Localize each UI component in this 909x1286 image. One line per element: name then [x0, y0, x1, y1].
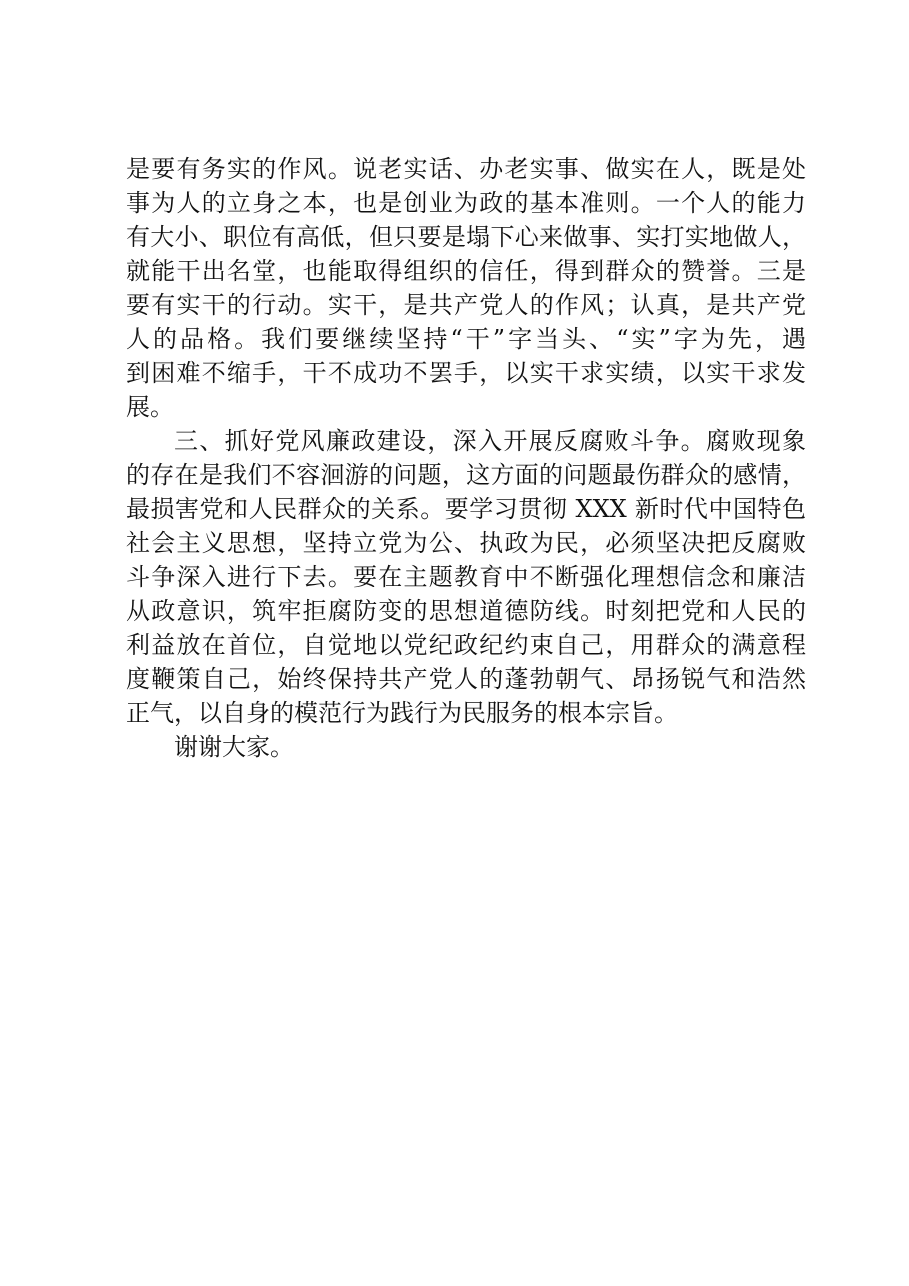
paragraph-line: 利益放在首位，自觉地以党纪政纪约束自己，用群众的满意程 [126, 631, 806, 659]
paragraph-line: 最损害党和人民群众的关系。要学习贯彻 XXX 新时代中国特色 [126, 495, 806, 523]
paragraph-2 [126, 424, 806, 730]
paragraph-1 [126, 152, 806, 424]
paragraph-line: 三、抓好党风廉政建设，深入开展反腐败斗争。腐败现象 [174, 427, 806, 455]
paragraph-line: 斗争深入进行下去。要在主题教育中不断强化理想信念和廉洁 [126, 563, 806, 591]
paragraph-3 [126, 730, 806, 764]
paragraph-line: 人的品格。我们要继续坚持“干”字当头、“实”字为先，遇 [126, 325, 806, 353]
paragraph-line: 要有实干的行动。实干，是共产党人的作风；认真，是共产党 [126, 291, 806, 319]
paragraph-line: 到困难不缩手，干不成功不罢手，以实干求实绩，以实干求发 [126, 359, 806, 387]
closing-line: 谢谢大家。 [174, 733, 294, 761]
paragraph-line: 度鞭策自己，始终保持共产党人的蓬勃朝气、昂扬锐气和浩然 [126, 665, 806, 693]
paragraph-line: 有大小、职位有高低，但只要是塌下心来做事、实打实地做人， [126, 223, 806, 251]
document-body [126, 152, 806, 764]
paragraph-line: 正气，以自身的模范行为践行为民服务的根本宗旨。 [126, 699, 678, 727]
paragraph-line: 就能干出名堂，也能取得组织的信任，得到群众的赞誉。三是 [126, 257, 806, 285]
paragraph-line: 展。 [126, 393, 174, 421]
paragraph-line: 事为人的立身之本，也是创业为政的基本准则。一个人的能力 [126, 189, 806, 217]
paragraph-line: 是要有务实的作风。说老实话、办老实事、做实在人，既是处 [126, 155, 806, 183]
paragraph-line: 的存在是我们不容洄游的问题，这方面的问题最伤群众的感情， [126, 461, 806, 489]
paragraph-line: 从政意识，筑牢拒腐防变的思想道德防线。时刻把党和人民的 [126, 597, 806, 625]
paragraph-line: 社会主义思想，坚持立党为公、执政为民，必须坚决把反腐败 [126, 529, 806, 557]
